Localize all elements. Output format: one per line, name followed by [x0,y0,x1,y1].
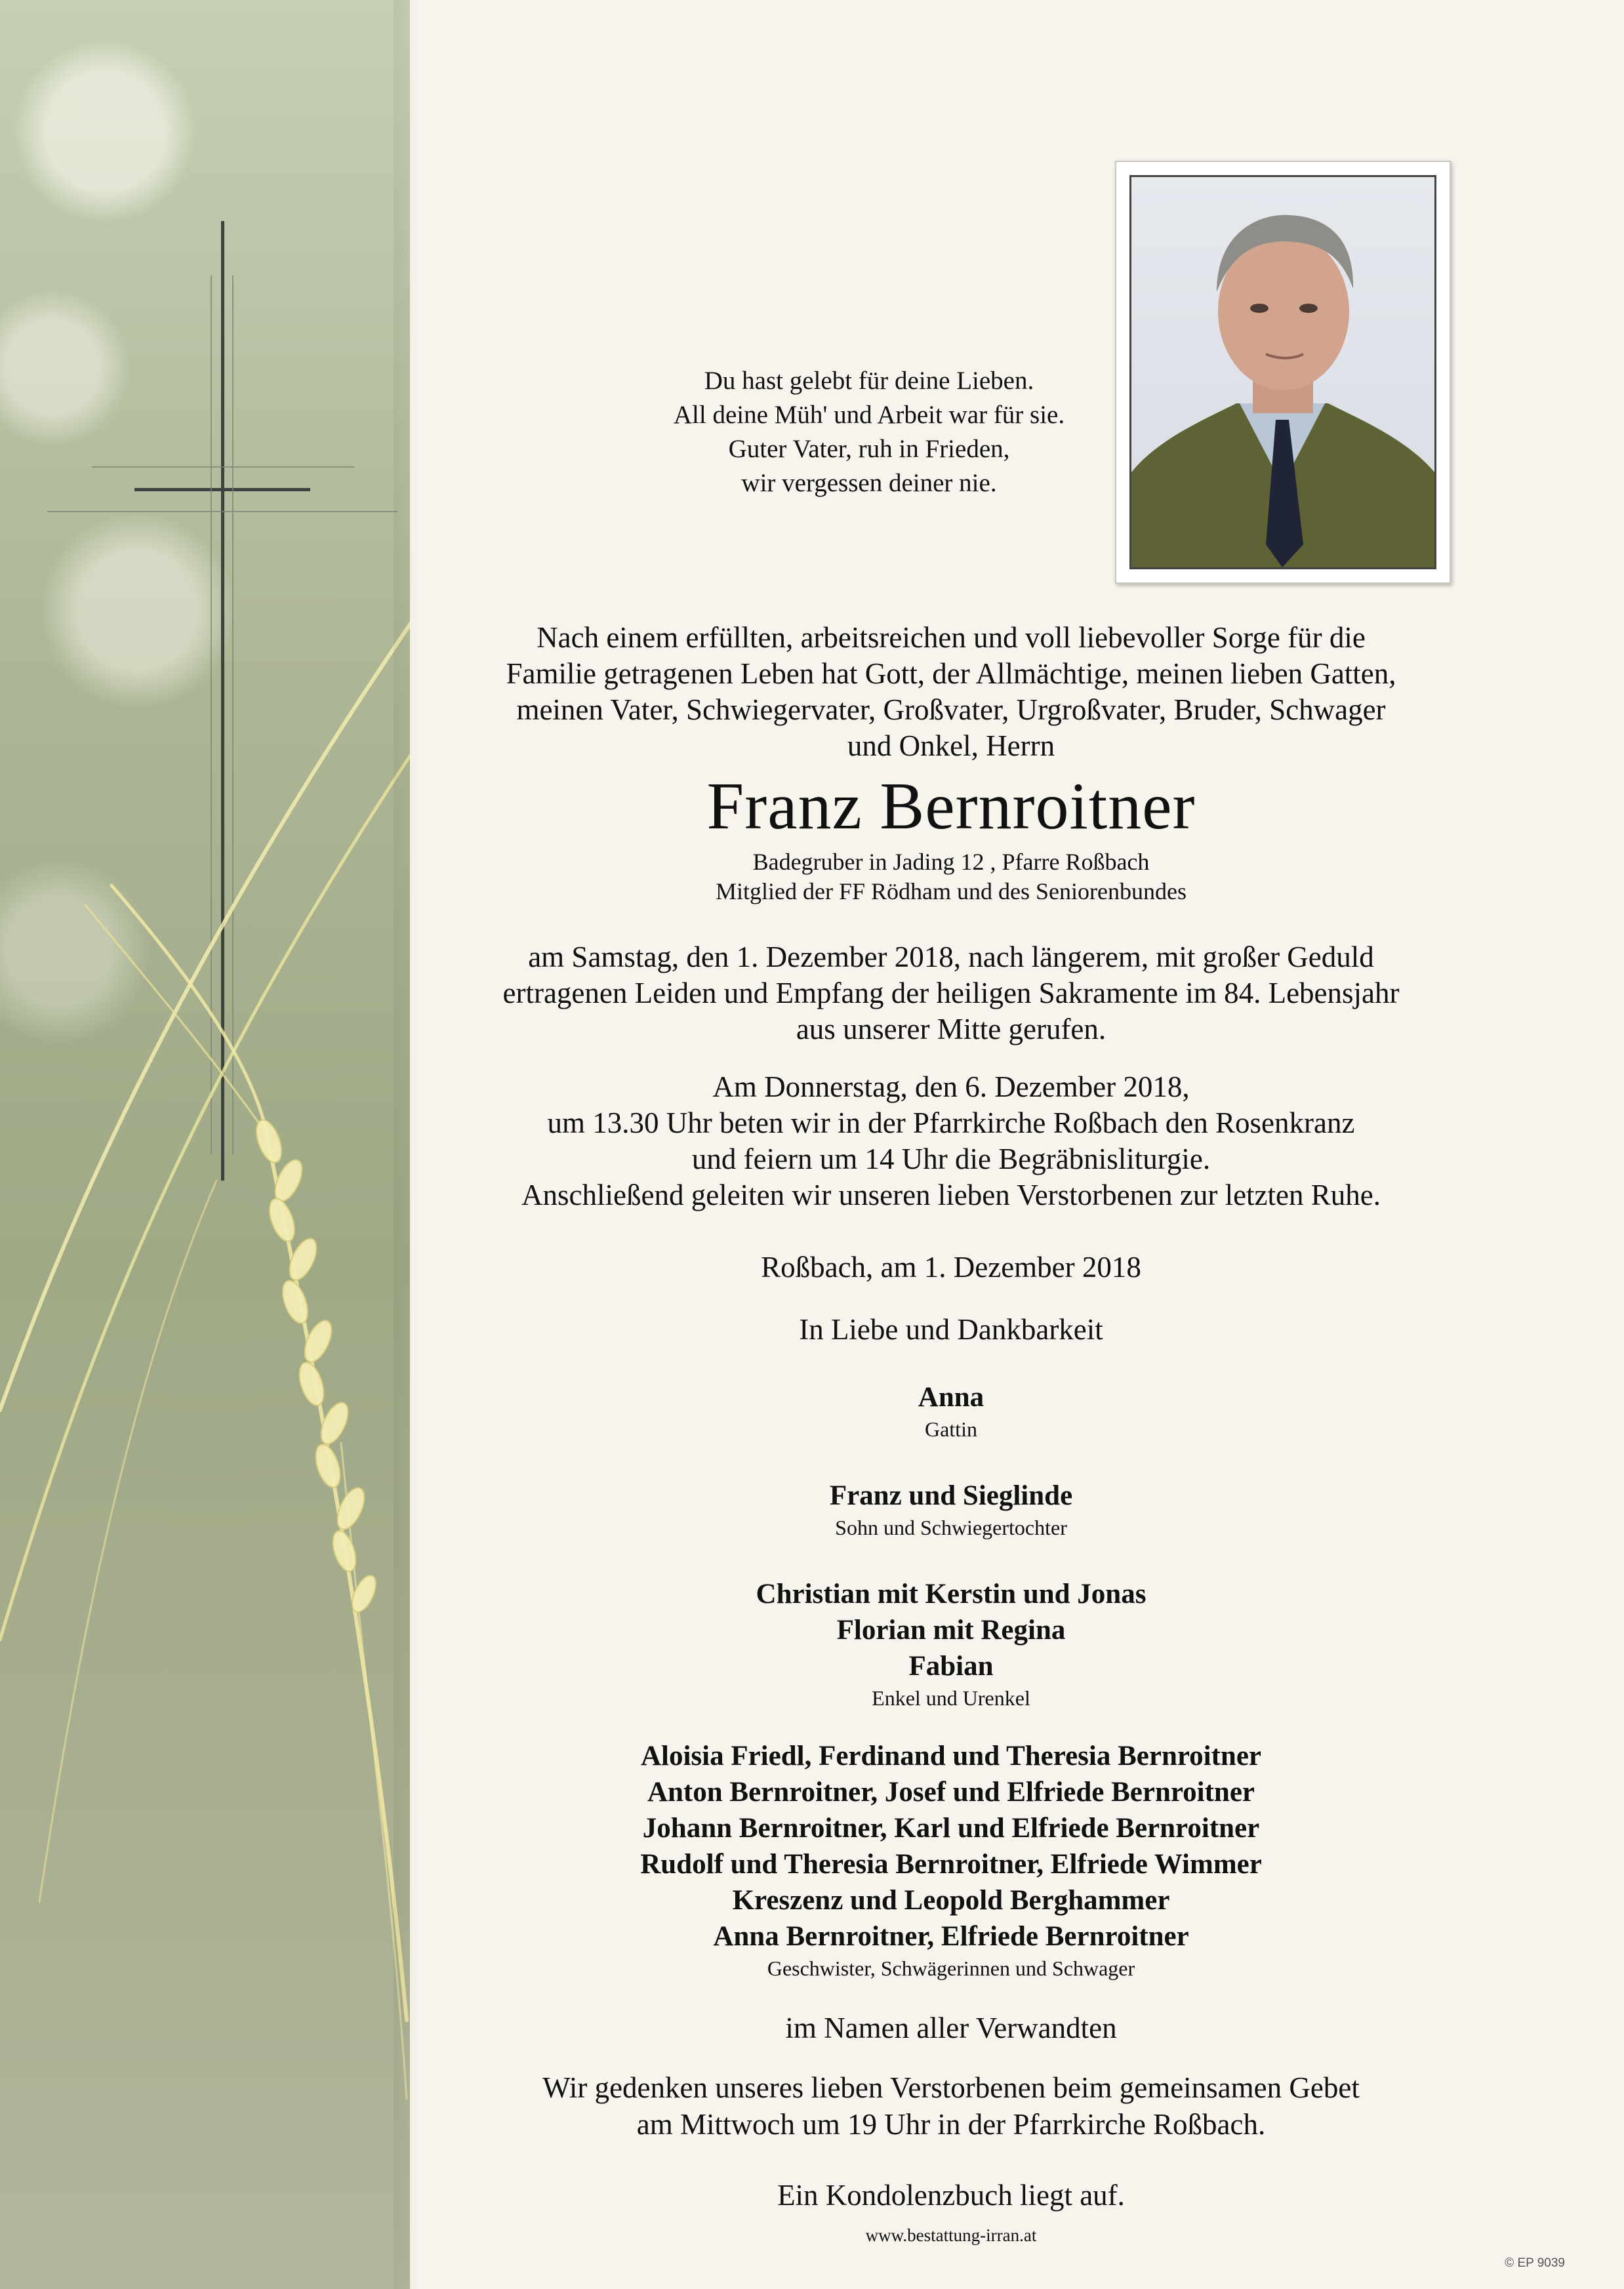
mourner-name: Kreszenz und Leopold Berghammer [732,1885,1170,1916]
death-line: aus unserer Mitte gerufen. [796,1013,1106,1045]
behalf-line: im Namen aller Verwandten [785,2012,1117,2044]
mourner-name: Florian mit Regina [836,1615,1066,1646]
website-link[interactable]: www.bestattung-irran.at [865,2225,1037,2245]
side-artwork [0,0,410,2289]
cross-icon [47,221,397,1181]
mourner-role: Geschwister, Schwägerinnen und Schwager [767,1956,1135,1980]
prayer-paragraph [410,2069,1492,2143]
mourner-name: Anton Bernroitner, Josef und Elfriede Bernroitner [647,1777,1255,1808]
prayer-line: am Mittwoch um 19 Uhr in der Pfarrkirche Roßbach. [636,2108,1266,2141]
verse-line: Guter Vater, ruh in Frieden, [728,435,1010,463]
verse-line: wir vergessen deiner nie. [741,469,997,497]
mourner-name: Franz und Sieglinde [829,1480,1073,1511]
subtitle-line: Mitglied der FF Rödham und des Seniorenbundes [716,878,1187,904]
mourner-role: Sohn und Schwiegertochter [835,1516,1067,1539]
mourner-name: Fabian [908,1651,994,1682]
mourner-role: Gattin [925,1417,977,1441]
obituary-content [410,0,1624,2289]
wheat-ear-icon [0,610,410,2099]
condolence-book-line: Ein Kondolenzbuch liegt auf. [777,2179,1125,2212]
mourner-group-children [410,1478,1492,1541]
mourner-group-grandchildren [410,1576,1492,1712]
intro-line: und Onkel, Herrn [847,729,1055,762]
funeral-line: Anschließend geleiten wir unseren lieben Verstorbenen zur letzten Ruhe. [521,1179,1381,1211]
death-line: am Samstag, den 1. Dezember 2018, nach längerem, mit großer Geduld [528,941,1374,973]
mourner-name: Aloisia Friedl, Ferdinand und Theresia Bernroitner [640,1741,1262,1772]
prayer-line: Wir gedenken unseres lieben Verstorbenen beim gemeinsamen Gebet [542,2071,1360,2104]
mourner-name: Christian mit Kerstin und Jonas [756,1579,1147,1610]
mourner-group-spouse [410,1379,1492,1443]
deceased-subtitle [410,847,1492,906]
subtitle-line: Badegruber in Jading 12 , Pfarre Roßbach [752,849,1150,875]
intro-line: Familie getragenen Leben hat Gott, der Allmächtige, meinen lieben Gatten, [506,657,1396,690]
decorative-side-panel [0,0,410,2289]
death-paragraph [410,939,1492,1047]
death-line: ertragenen Leiden und Empfang der heiligen Sakramente im 84. Lebensjahr [502,977,1400,1009]
verse-line: All deine Müh' und Arbeit war für sie. [673,401,1065,429]
intro-line: Nach einem erfüllten, arbeitsreichen und voll liebevoller Sorge für die [537,621,1366,654]
place-date: Roßbach, am 1. Dezember 2018 [761,1251,1141,1284]
portrait-silhouette [1131,177,1434,567]
portrait-frame [1115,161,1451,584]
mourner-name: Rudolf und Theresia Bernroitner, Elfriede Wimmer [640,1849,1262,1880]
deceased-name: Franz Bernroitner [706,769,1196,843]
funeral-line: um 13.30 Uhr beten wir in der Pfarrkirche Roßbach den Rosenkranz [547,1106,1355,1139]
mourner-group-siblings [410,1738,1492,1982]
funeral-paragraph [410,1069,1492,1213]
reference-code: © EP 9039 [1505,2256,1565,2270]
intro-line: meinen Vater, Schwiegervater, Großvater, Urgroßvater, Bruder, Schwager [516,693,1386,726]
verse-line: Du hast gelebt für deine Lieben. [704,367,1034,395]
mourner-name: Johann Bernroitner, Karl und Elfriede Bernroitner [642,1813,1260,1844]
mourner-name: Anna Bernroitner, Elfriede Bernroitner [713,1921,1189,1952]
funeral-line: und feiern um 14 Uhr die Begräbnisliturgie. [691,1143,1211,1175]
intro-paragraph [410,620,1492,764]
mourner-name: Anna [918,1382,985,1413]
funeral-line: Am Donnerstag, den 6. Dezember 2018, [712,1070,1190,1103]
gratitude-line: In Liebe und Dankbarkeit [799,1313,1103,1346]
portrait-photo [1129,175,1436,569]
mourner-role: Enkel und Urenkel [872,1686,1030,1710]
